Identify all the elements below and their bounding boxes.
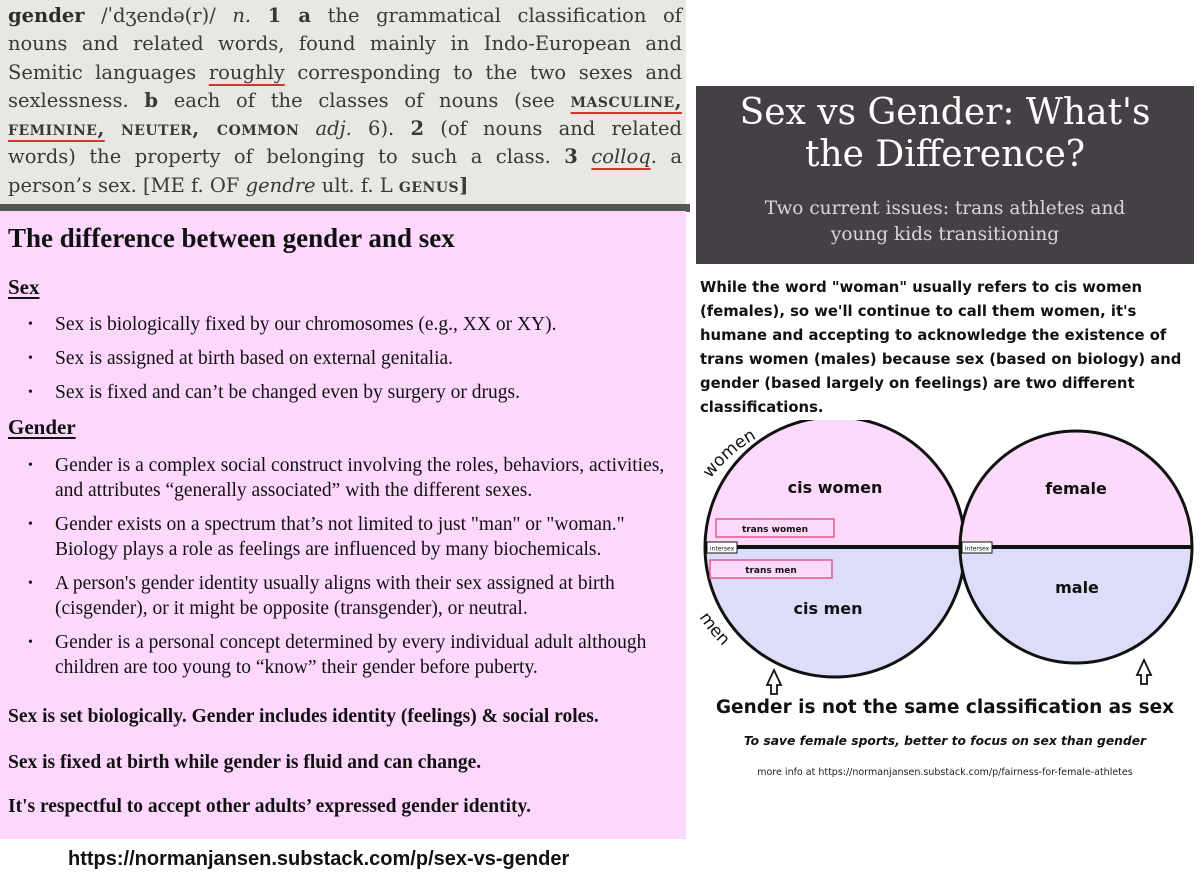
dict-adj: adj. xyxy=(315,117,352,141)
title-box xyxy=(696,86,1194,264)
gender-item: • Gender is a personal concept determined by every individual adult although children are too young to “know” their gender before puberty. xyxy=(0,630,680,680)
dict-text: (of nouns and related xyxy=(440,117,683,141)
gender-list xyxy=(0,453,680,689)
dict-line-2: nouns and related words, found mainly in Indo-European and xyxy=(8,32,682,56)
conclusion-1: Sex is set biologically. Gender includes identity (feelings) & social roles. xyxy=(8,706,599,727)
cis-women-label: cis women xyxy=(787,478,883,497)
dict-text: 6). xyxy=(368,117,395,141)
dict-masculine: masculine, xyxy=(570,88,683,112)
gender-sex-panel xyxy=(0,211,686,839)
main-caption: Gender is not the same classification as sex xyxy=(715,697,1175,718)
dict-sense-3: 3 xyxy=(564,145,578,169)
dict-line-3 xyxy=(8,59,682,87)
explanation-paragraph: While the word "woman" usually refers to cis women (females), so we'll continue to call them women, it's humane and accepting to acknowledge the existence of trans women (males) because sex (based on biology) and gender (based largely on feelings) are two different classifications. xyxy=(700,279,1182,416)
dictionary-entry xyxy=(0,0,686,208)
sex-heading: Sex xyxy=(8,275,40,299)
trans-men-label: trans men xyxy=(745,566,797,576)
sex-item: • Sex is fixed and can’t be changed even by surgery or drugs. xyxy=(0,380,680,405)
dict-line-1 xyxy=(8,2,682,30)
sex-item: • Sex is biologically fixed by our chromosomes (e.g., XX or XY). xyxy=(0,312,680,337)
men-arc-text: men xyxy=(694,608,734,650)
sex-item: • Sex is assigned at birth based on external genitalia. xyxy=(0,346,680,371)
source-url: https://normanjansen.substack.com/p/sex-vs-gender xyxy=(68,848,570,870)
right-arrow-icon xyxy=(1137,660,1151,684)
dict-text: . a xyxy=(650,145,683,169)
dict-genus: genus] xyxy=(398,173,469,197)
dict-etym-word: gendre xyxy=(245,173,316,197)
dict-neuter-common: neuter, common xyxy=(120,117,300,141)
dict-underlined-roughly: roughly xyxy=(208,60,285,84)
female-label: female xyxy=(1045,479,1107,498)
dict-sense-1a: 1 a xyxy=(267,4,312,27)
dict-line-5 xyxy=(8,115,682,143)
dict-sense-2: 2 xyxy=(410,117,425,141)
dict-pronunciation: /ˈdʒendə(r)/ xyxy=(101,4,216,27)
dict-feminine: feminine, xyxy=(8,117,105,141)
dict-text: sexlessness. xyxy=(8,88,129,112)
intersex-label-left: intersex xyxy=(709,545,735,553)
cis-men-label: cis men xyxy=(793,599,863,618)
left-circle xyxy=(690,420,990,694)
male-label: male xyxy=(1055,578,1099,597)
title-line-1: Sex vs Gender: What's xyxy=(739,92,1151,133)
gender-item: • Gender is a complex social construct involving the roles, behaviors, activities, and attributes “generally associated” with the different sexes. xyxy=(0,453,680,503)
panel-title: The difference between gender and sex xyxy=(8,223,455,253)
more-info-link: more info at https://normanjansen.substack.com/p/fairness-for-female-athletes xyxy=(757,767,1133,778)
trans-women-label: trans women xyxy=(741,525,809,535)
dict-colloq: colloq xyxy=(591,145,651,169)
main-title xyxy=(696,92,1194,176)
dict-text: each of the classes of nouns (see xyxy=(173,88,555,112)
subtitle-line-1: Two current issues: trans athletes and xyxy=(764,198,1126,219)
dict-pos: n. xyxy=(232,4,252,27)
dict-line-4 xyxy=(8,87,682,115)
italic-caption: To save female sports, better to focus on sex than gender xyxy=(743,734,1147,748)
right-circle xyxy=(950,420,1200,684)
conclusion-2: Sex is fixed at birth while gender is fluid and can change. xyxy=(8,752,482,773)
dict-text: corresponding to the two sexes and xyxy=(297,60,683,84)
dict-sense-b: b xyxy=(144,88,158,112)
intersex-label-right: intersex xyxy=(964,545,990,553)
subtitle-line-2: young kids transitioning xyxy=(830,224,1060,245)
subtitle xyxy=(696,196,1194,248)
dict-text: person’s sex. [ME f. OF xyxy=(8,173,240,197)
sex-gender-diagram xyxy=(690,420,1200,700)
dict-line-6 xyxy=(8,143,682,171)
dict-text: ult. f. L xyxy=(321,173,393,197)
dict-line-7 xyxy=(8,172,682,200)
women-arc-text: women xyxy=(698,425,760,482)
title-line-2: the Difference? xyxy=(804,134,1086,175)
dict-headword: gender xyxy=(8,4,85,27)
sex-list xyxy=(0,312,680,414)
right-blue-half xyxy=(950,547,1200,677)
dict-text: Semitic languages xyxy=(8,60,197,84)
dict-text: the grammatical classification of xyxy=(327,4,682,27)
left-arrow-icon xyxy=(767,670,781,694)
conclusion-3: It's respectful to accept other adults’ expressed gender identity. xyxy=(8,796,532,817)
gender-heading: Gender xyxy=(8,415,76,439)
gender-item: • Gender exists on a spectrum that’s not limited to just "man" or "woman." Biology plays a role as feelings are influenced by many biochemicals. xyxy=(0,512,680,562)
gender-item: • A person's gender identity usually aligns with their sex assigned at birth (cisgender), or it might be opposite (transgender), or neutral. xyxy=(0,571,680,621)
dict-text: words) the property of belonging to such a class. xyxy=(8,145,551,169)
